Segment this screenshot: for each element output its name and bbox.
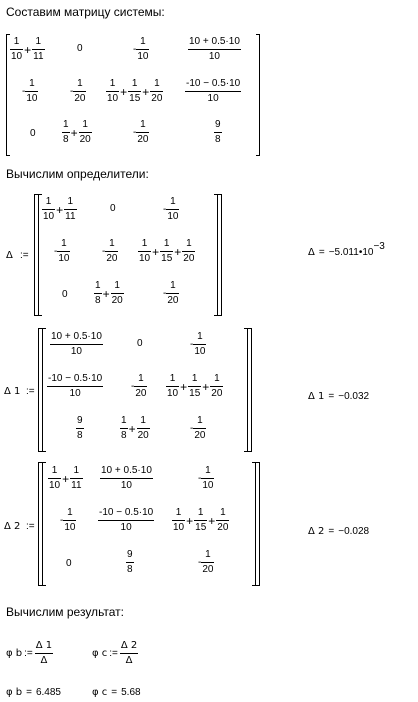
det2-cell-22: -10 − 0.5·10 10: [99, 507, 154, 533]
det-cell-11: $\frac{1}{10}$ + $\frac{1}{11}$: [43, 196, 76, 222]
right-bracket: [256, 34, 260, 156]
det2-cell-12: 10 + 0.5·10 10: [101, 465, 152, 491]
cell-a31: 0: [30, 128, 36, 139]
cell-a24: -10 − 0.5·10 10: [186, 78, 241, 104]
det-cell-33: - $\frac{1}{20}$: [163, 280, 179, 306]
det1-cell-31: 9 8: [77, 415, 83, 441]
det2-cell-11: $\frac{1}{10}$ + $\frac{1}{11}$: [49, 465, 82, 491]
phi-b-value: φ b = 6.485: [6, 687, 61, 698]
det2-cell-23: $\frac{1}{10}$ + $\frac{1}{15}$ + $\frac{1}{20}$: [173, 507, 229, 533]
det-bar-r2: [218, 194, 222, 316]
det2-cell-31: 0: [66, 558, 72, 569]
det1-cell-22: - $\frac{1}{20}$: [131, 373, 147, 399]
det1-bar-l2: [42, 328, 46, 452]
det2-cell-32: 9 8: [127, 549, 133, 575]
det2-label: Δ 2: [4, 521, 21, 532]
det-cell-32: $\frac{1}{8}$ + $\frac{1}{20}$: [95, 280, 123, 306]
det1-label: Δ 1: [4, 386, 21, 397]
det-result: Δ = −5.011 •10 −3: [308, 241, 385, 258]
cell-a21: - $\frac{1}{10}$: [22, 78, 38, 104]
det2-cell-21: - $\frac{1}{10}$: [60, 507, 76, 533]
cell-a13: - $\frac{1}{10}$: [133, 36, 149, 62]
det2-assign: :=: [26, 521, 35, 532]
det1-cell-13: - $\frac{1}{10}$: [190, 331, 206, 357]
cell-a33: - $\frac{1}{20}$: [133, 119, 149, 145]
det2-bar-l2: [42, 462, 46, 586]
cell-a23: $\frac{1}{10}$ + $\frac{1}{15}$ + $\frac{1}{20}$: [107, 78, 163, 104]
cell-a22: - $\frac{1}{20}$: [70, 78, 86, 104]
det1-cell-32: $\frac{1}{8}$ + $\frac{1}{20}$: [121, 415, 149, 441]
cell-a12: 0: [77, 43, 83, 54]
det1-cell-23: $\frac{1}{10}$ + $\frac{1}{15}$ + $\frac{1}{20}$: [167, 373, 223, 399]
det-cell-23: $\frac{1}{10}$ + $\frac{1}{15}$ + $\frac{1}{20}$: [139, 238, 195, 264]
det1-cell-11: 10 + 0.5·10 10: [51, 331, 102, 357]
cell-a34: 9 8: [215, 119, 221, 145]
heading-matrix: Составим матрицу системы:: [6, 5, 165, 19]
det1-result: Δ 1 = −0.032: [308, 391, 370, 402]
det-cell-22: - $\frac{1}{20}$: [102, 238, 118, 264]
cell-a32: $\frac{1}{8}$ + $\frac{1}{20}$: [63, 119, 91, 145]
det-cell-13: - $\frac{1}{10}$: [163, 196, 179, 222]
det-assign: :=: [20, 250, 29, 261]
det2-bar-r2: [256, 462, 260, 586]
det-label: Δ: [6, 250, 13, 261]
heading-determinants: Вычислим определители:: [6, 167, 149, 181]
det-cell-31: 0: [62, 289, 68, 300]
phi-c-def: φ c := $\frac{\Delta 2}{\Delta}$: [92, 640, 138, 666]
det1-assign: :=: [26, 386, 35, 397]
det1-cell-12: 0: [137, 338, 143, 349]
det2-result: Δ 2 = −0.028: [308, 526, 370, 537]
det-cell-12: 0: [110, 203, 116, 214]
det2-cell-33: - $\frac{1}{20}$: [198, 549, 214, 575]
det2-cell-13: - $\frac{1}{10}$: [198, 465, 214, 491]
cell-a11: $\frac{1}{10}$ + $\frac{1}{11}$: [11, 36, 44, 62]
det-cell-21: - $\frac{1}{10}$: [54, 238, 70, 264]
phi-b-def: φ b := $\frac{\Delta 1}{\Delta}$: [6, 640, 53, 666]
det1-cell-33: - $\frac{1}{20}$: [190, 415, 206, 441]
cell-a14: 10 + 0.5·10 10: [189, 36, 240, 62]
det1-bar-r2: [248, 328, 252, 452]
phi-c-value: φ c = 5.68: [92, 687, 141, 698]
heading-result: Вычислим результат:: [6, 605, 124, 619]
det1-cell-21: -10 − 0.5·10 10: [48, 373, 103, 399]
